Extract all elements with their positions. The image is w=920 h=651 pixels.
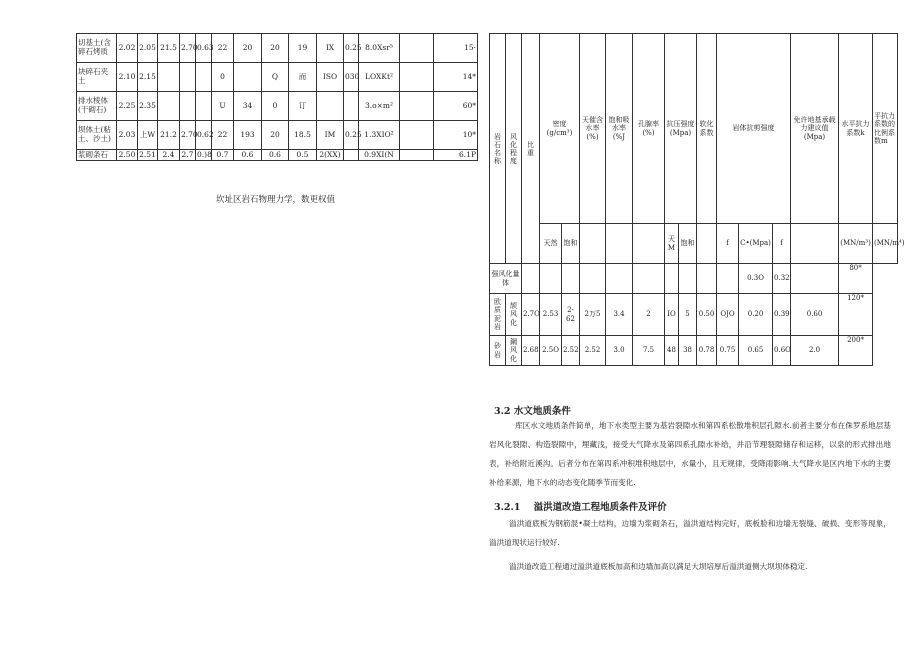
- table-cell: 7.5: [633, 336, 665, 366]
- table-cell: 0.6: [234, 150, 262, 161]
- table-cell: IM: [317, 121, 344, 150]
- table-cell: 2.5O: [540, 336, 562, 366]
- header-softening: 软化系数: [697, 34, 717, 224]
- sub-k-unit: (MN/m³): [839, 224, 873, 264]
- header-rock-name: 岩石名称: [490, 34, 506, 264]
- table-cell: 20: [234, 34, 262, 63]
- table-cell: 1.3XIO²: [359, 121, 400, 150]
- table-caption: 坎址区岩石物理力学，数更权值: [216, 195, 336, 205]
- table-cell: 60*: [434, 92, 478, 121]
- table-cell: 0.20: [739, 294, 773, 336]
- table-cell: 而: [289, 63, 317, 92]
- table-cell: 2.03: [117, 121, 138, 150]
- table-cell: 20: [262, 34, 289, 63]
- table-cell: [400, 34, 434, 63]
- rock-name-cell: 鋼风化: [506, 336, 522, 366]
- table-cell: 193: [234, 121, 262, 150]
- table-cell: 0.3O: [739, 264, 773, 294]
- table-cell: 0.5: [289, 150, 317, 161]
- table-cell: 18.5: [289, 121, 317, 150]
- table-cell: 21.5: [158, 34, 180, 63]
- table-cell: [158, 63, 180, 92]
- table-row: [490, 294, 898, 336]
- table-cell: 2.35: [138, 92, 158, 121]
- table-cell: [317, 92, 344, 121]
- table-cell: [562, 264, 580, 294]
- table-cell: 0.60: [791, 294, 839, 336]
- table-cell: 2万5: [580, 294, 606, 336]
- table-cell: [697, 264, 717, 294]
- rock-name-cell: 颉风化: [506, 294, 522, 336]
- sub-m-unit: (MN/m⁴): [873, 224, 898, 264]
- table-cell: [196, 63, 212, 92]
- sub-natural: 天然: [540, 224, 562, 264]
- table-cell: 2(XX): [317, 150, 344, 161]
- table-row: [490, 264, 898, 294]
- table-cell: [665, 264, 679, 294]
- table-row: [77, 92, 478, 121]
- table-cell: 2.50: [117, 150, 138, 161]
- table-cell: 38: [679, 336, 697, 366]
- table-cell: 0.50: [697, 294, 717, 336]
- table-cell: IX: [317, 34, 344, 63]
- table-row: [77, 63, 478, 92]
- table-cell: 0: [262, 92, 289, 121]
- table-cell: U: [212, 92, 234, 121]
- section-3-2-heading: 3.2 水文地质条件: [494, 406, 571, 417]
- table-cell: 0.25: [344, 121, 359, 150]
- table-cell: 3.o×m²: [359, 92, 400, 121]
- table-cell: 3.4: [606, 294, 633, 336]
- table-cell: 2.4: [158, 150, 180, 161]
- table-cell: 0: [212, 63, 234, 92]
- table-cell: [400, 92, 434, 121]
- sub-saturated-2: 饱和: [679, 224, 697, 264]
- table-cell: 200*: [839, 336, 873, 366]
- table-cell: 0.32: [773, 264, 791, 294]
- sub-saturated: 饱和: [562, 224, 580, 264]
- table-cell: 19: [289, 34, 317, 63]
- table-cell: 2-62: [562, 294, 580, 336]
- sub-natural-m: 天M: [665, 224, 679, 264]
- table-cell: 0.75: [717, 336, 739, 366]
- table-cell: 2.70: [180, 34, 196, 63]
- sub-f2: f: [773, 224, 791, 264]
- table-cell: 0.63: [196, 34, 212, 63]
- table-cell: 0.62: [196, 121, 212, 150]
- table-cell: [791, 264, 839, 294]
- table-cell: [196, 92, 212, 121]
- table-cell: 2.70: [180, 121, 196, 150]
- table-cell: 10*: [434, 121, 478, 150]
- table-cell: [580, 264, 606, 294]
- table-cell: [679, 264, 697, 294]
- header-porosity: 孔腺率(%): [633, 34, 665, 224]
- table-cell: 2.25: [117, 92, 138, 121]
- table-cell: 22: [212, 34, 234, 63]
- rock-name-cell: 块碎石夹土: [77, 63, 117, 92]
- table-row: [77, 34, 478, 63]
- table-cell: 8.0Xsr⁵: [359, 34, 400, 63]
- rock-name-cell: 坝体土(粘土、沙土): [77, 121, 117, 150]
- table-cell: 上W: [138, 121, 158, 150]
- section-3-2-paragraph: 库区水文地质条件简单，地下水类型主要为基岩裂隙水和第四系松散堆积层孔隙水.前者主要分布在侏罗系地层基岩风化裂隙、构造裂隙中，埋藏浅，接受大气降水及第四系孔隙水补给，并沿节理裂隙储存和运移，以泉的形式排出地表，补给附近溪沟。后者分布在第四系冲积堆积地层中，水量小，且无规律，受降雨影响.大气降水是区内地下水的主要补给来源，地下水的动态变化随季节而变化.: [489, 421, 891, 487]
- table-cell: 48: [665, 336, 679, 366]
- table-cell: [158, 92, 180, 121]
- table-cell: [522, 264, 540, 294]
- table-cell: [180, 92, 196, 121]
- rock-name-cell: 切基土(含碎石烤质: [77, 34, 117, 63]
- table-cell: 120*: [839, 294, 873, 336]
- table-cell: IO: [665, 294, 679, 336]
- table-row: [77, 150, 478, 161]
- table-cell: 80*: [839, 264, 873, 294]
- table-cell: 0.9XI(N: [359, 150, 400, 161]
- table-cell: 2.53: [540, 294, 562, 336]
- header-saturated-absorption: 饱和吸水率(%J: [606, 34, 633, 224]
- table-cell: 2.68: [522, 336, 540, 366]
- table-cell: ISO: [317, 63, 344, 92]
- table-cell: [400, 150, 434, 161]
- table-cell: 5: [679, 294, 697, 336]
- table-cell: 2.7O: [522, 294, 540, 336]
- table-cell: LOXKt²: [359, 63, 400, 92]
- sub-c: C•(Mpa): [739, 224, 773, 264]
- header-density: 密度(g/cm³): [540, 34, 580, 224]
- table-cell: [180, 63, 196, 92]
- rock-name-cell: 砂岩: [490, 336, 506, 366]
- table-cell: 21.2: [158, 121, 180, 150]
- rock-properties-table-left: [76, 33, 478, 161]
- header-weathering: 风化程度: [506, 34, 522, 264]
- table-cell: 2.05: [138, 34, 158, 63]
- table-row: [490, 336, 898, 366]
- table-cell: 2.02: [117, 34, 138, 63]
- table-cell: [540, 264, 562, 294]
- table-row: [77, 121, 478, 150]
- section-3-2-1-paragraph-2: 溢洪道改造工程通过溢洪道底板加高和边墙加高以满足大坝培厚后溢洪道侧大坝坝体稳定.: [509, 562, 808, 571]
- table-cell: 22: [212, 121, 234, 150]
- header-natural-moisture: 天催含水率(%): [580, 34, 606, 224]
- table-cell: [400, 63, 434, 92]
- table-cell: 14*: [434, 63, 478, 92]
- table-cell: 0.39: [773, 294, 791, 336]
- table-cell: 0.25: [344, 34, 359, 63]
- header-horizontal-m: 平抗力系数的比例系数m: [873, 34, 898, 224]
- header-compressive: 抗压强度(Mpa): [665, 34, 697, 224]
- table-cell: 20: [262, 121, 289, 150]
- table-cell: 0.7: [212, 150, 234, 161]
- table-cell: 0.78: [697, 336, 717, 366]
- table-cell: 2.52: [580, 336, 606, 366]
- table-cell: 2.7: [180, 150, 196, 161]
- section-3-2-1-heading: 3.2.1 溢洪道改造工程地质条件及评价: [494, 502, 667, 513]
- table-cell: 34: [234, 92, 262, 121]
- table-cell: 2.52: [562, 336, 580, 366]
- table-cell: 030: [344, 63, 359, 92]
- table-cell: 0.65: [739, 336, 773, 366]
- table-cell: [400, 121, 434, 150]
- rock-name-cell: 欧质泥岩: [490, 294, 506, 336]
- table-cell: 2: [633, 294, 665, 336]
- sub-f: f: [717, 224, 739, 264]
- header-specific-gravity: 比重: [522, 34, 540, 264]
- header-horizontal-k: 水平抗力系数k: [839, 34, 873, 224]
- table-cell: 3.0: [606, 336, 633, 366]
- rock-name-cell: 强风化量体: [490, 264, 522, 294]
- table-cell: [344, 92, 359, 121]
- table-cell: 2.0: [791, 336, 839, 366]
- rock-name-cell: 浆砌条石: [77, 150, 117, 161]
- table-cell: [344, 150, 359, 161]
- table-cell: 0.6: [262, 150, 289, 161]
- table-cell: OJO: [717, 294, 739, 336]
- table-cell: [234, 63, 262, 92]
- header-bearing: 免许地基承载力建议值(Mpa): [791, 34, 839, 224]
- table-cell: 订: [289, 92, 317, 121]
- table-cell: 2.51: [139, 149, 156, 159]
- table-cell: 15·: [434, 34, 478, 63]
- table-cell: [633, 264, 665, 294]
- table-cell: 6.1P: [434, 150, 478, 161]
- rock-name-cell: 排水棱体(干砌石): [77, 92, 117, 121]
- table-cell: 2.15: [138, 63, 158, 92]
- table-cell: [606, 264, 633, 294]
- header-shear: 岩体抗剪强度: [717, 34, 791, 224]
- rock-mechanics-table-right: [489, 33, 905, 366]
- table-cell: Q: [262, 63, 289, 92]
- table-cell: 0.)8: [197, 149, 212, 159]
- section-3-2-1-paragraph-1: 溢洪道底板为钢筋混•凝土结构，边墙为浆砌条石，溢洪道结构完好，底板脸和边墙无裂缝、破损、变形等现象，溢洪道现状运行较好.: [489, 519, 891, 547]
- table-cell: 0.6O: [773, 336, 791, 366]
- table-cell: 2.10: [117, 63, 138, 92]
- table-cell: [717, 264, 739, 294]
